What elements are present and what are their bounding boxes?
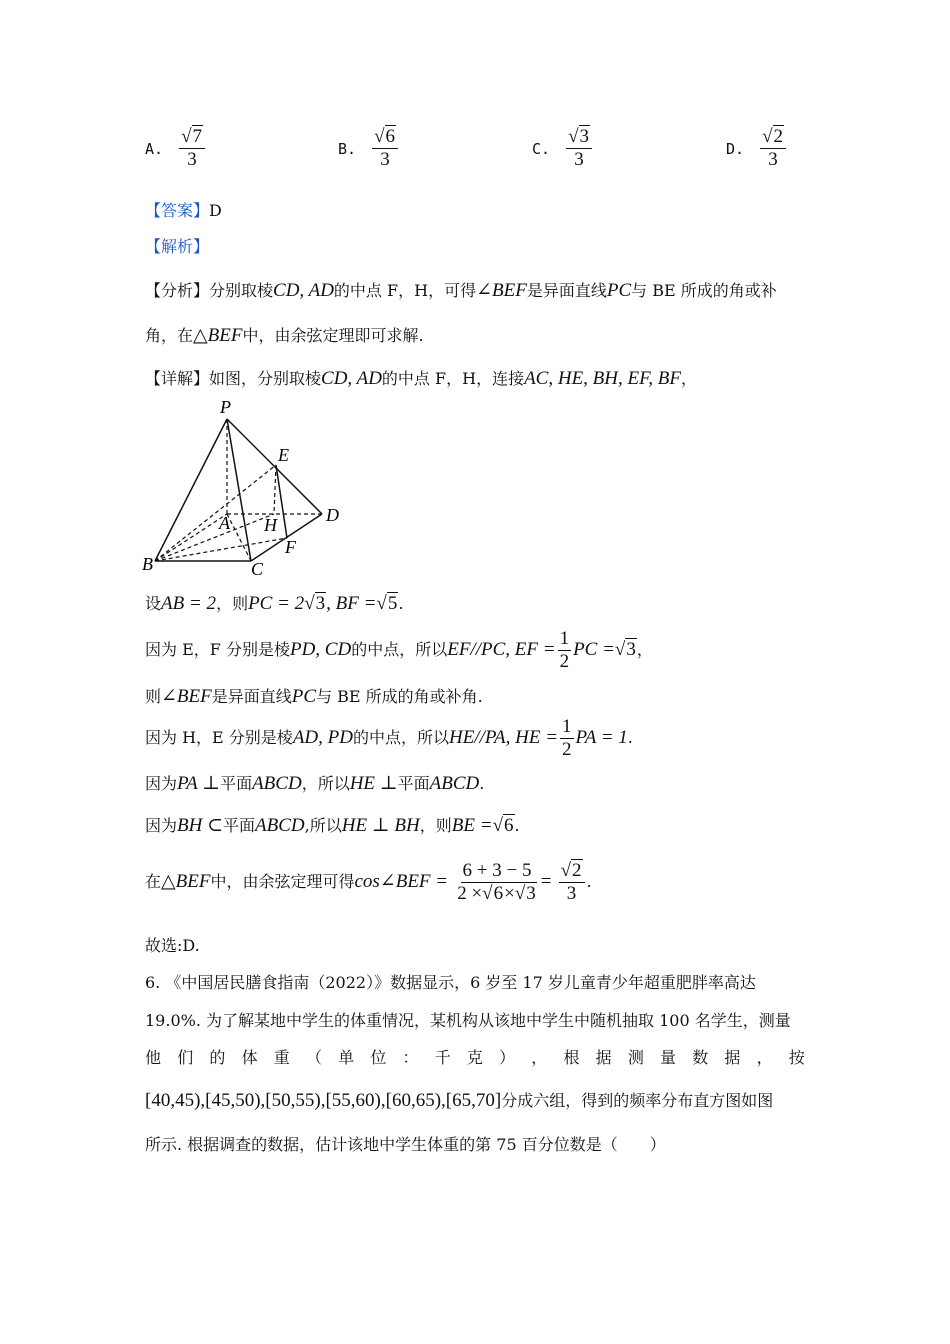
option-label: A. bbox=[145, 139, 164, 158]
option-label: D. bbox=[726, 139, 745, 158]
fenxi-line-2: 角，在△BEF中，由余弦定理即可求解. bbox=[145, 325, 424, 346]
fenxi-line-1: 【分析】分别取棱CD, AD的中点 F，H，可得∠BEF是异面直线PC与 BE 所成的角或补 bbox=[145, 280, 777, 301]
label-p: P bbox=[220, 397, 231, 417]
option-c bbox=[532, 126, 594, 171]
label-f: F bbox=[285, 537, 296, 557]
option-label: B. bbox=[338, 139, 357, 158]
edge-ba bbox=[155, 514, 227, 561]
q6-line-4: [40,45),[45,50),[50,55),[55,60),[60,65),[65,70]分成六组，得到的频率分布直方图如图 bbox=[145, 1090, 774, 1111]
segment-bh bbox=[155, 514, 274, 561]
option-a bbox=[145, 126, 207, 171]
segment-he bbox=[274, 465, 276, 514]
q6-line-3: 他 们 的 体 重 （ 单 位 ： 千 克 ） ， 根 据 测 量 数 据 ， 按 bbox=[145, 1048, 805, 1067]
answer-tag: 【答案】 bbox=[145, 201, 210, 220]
label-h: H bbox=[264, 515, 277, 535]
step-6: 因为BH ⊂平面ABCD,所以HE ⊥ BH，则BE =√6. bbox=[145, 815, 520, 836]
label-c: C bbox=[251, 559, 264, 579]
answer-value: D bbox=[209, 201, 222, 220]
step-8: 故选:D. bbox=[145, 936, 200, 955]
option-fraction: $\frac{√6}{3}$ bbox=[372, 126, 398, 171]
step-7: 在△BEF中，由余弦定理可得cos∠BEF = $\frac{6 + 3 - 5}{2 \times√6\times√3}$ = $\frac{√2}{3}$ . bbox=[145, 860, 592, 904]
option-label: C. bbox=[532, 139, 551, 158]
segment-be bbox=[155, 465, 276, 561]
edge-pb bbox=[155, 419, 227, 561]
label-b: B bbox=[142, 554, 153, 574]
option-fraction: $\frac{√3}{3}$ bbox=[566, 126, 592, 171]
q6-line-2: 19.0%. 为了解某地中学生的体重情况，某机构从该地中学生中随机抽取 100 名学生，测量 bbox=[145, 1011, 791, 1030]
analysis-heading bbox=[145, 234, 209, 257]
analysis-tag: 【解析】 bbox=[145, 237, 210, 256]
result-fraction: $\frac{√2}{3}$ bbox=[559, 860, 585, 905]
q6-line-1: 6. 《中国居民膳食指南（2022）》数据显示，6 岁至 17 岁儿童青少年超重肥胖率高达 bbox=[145, 973, 756, 992]
segment-ef bbox=[276, 465, 287, 538]
label-d: D bbox=[326, 505, 339, 525]
step-2: 因为 E，F 分别是棱PD, CD的中点，所以EF//PC, EF = $\frac{1}{2}$ PC =√3， bbox=[145, 628, 653, 672]
step-5: 因为PA ⊥平面ABCD，所以HE ⊥平面ABCD. bbox=[145, 773, 485, 794]
answer-line bbox=[145, 198, 222, 221]
option-b bbox=[338, 126, 400, 171]
q6-line-5: 所示. 根据调查的数据，估计该地中学生体重的第 75 百分位数是（ ） bbox=[145, 1135, 666, 1154]
cos-fraction: $\frac{6 + 3 - 5}{2 \times√6\times√3}$ bbox=[457, 860, 536, 904]
option-fraction: $\frac{√7}{3}$ bbox=[179, 126, 205, 171]
option-d bbox=[726, 126, 788, 171]
step-3: 则∠BEF是异面直线PC与 BE 所成的角或补角. bbox=[145, 686, 483, 707]
option-fraction: $\frac{√2}{3}$ bbox=[760, 126, 786, 171]
pyramid-figure bbox=[140, 395, 360, 580]
label-e: E bbox=[278, 445, 289, 465]
label-a: A bbox=[219, 513, 230, 533]
step-4: 因为 H，E 分别是棱AD, PD的中点，所以HE//PA, HE = $\frac{1}{2}$ PA = 1. bbox=[145, 716, 633, 760]
xiangjie-line: 【详解】如图，分别取棱CD, AD的中点 F，H，连接AC, HE, BH, EF, BF， bbox=[145, 368, 698, 389]
step-1: 设AB = 2，则PC = 2√3, BF =√5. bbox=[145, 593, 404, 614]
